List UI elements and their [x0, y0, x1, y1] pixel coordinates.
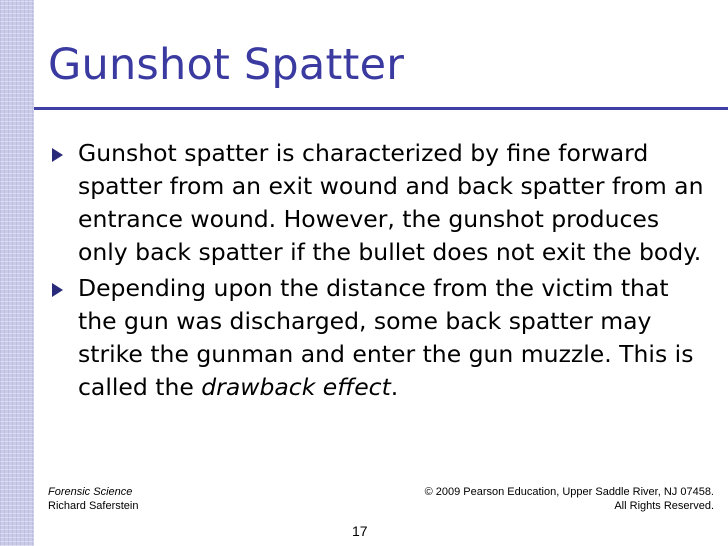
bullet-text: Depending upon the distance from the victim that the gun was discharged, some back spatter may strike the gunman and enter the gun muzzle. This is called the	[78, 274, 694, 401]
bullet-text: Gunshot spatter is characterized by fine forward spatter from an exit wound and back spatter from an entrance wound. However, the gunshot produces only back spatter if the bullet does not exit the body.	[78, 139, 704, 266]
title-divider	[34, 107, 728, 110]
bullet-item	[48, 272, 714, 404]
copyright-line-1: © 2009 Pearson Education, Upper Saddle River, NJ 07458.	[424, 486, 714, 498]
bullet-text-end: .	[390, 373, 399, 401]
copyright-line-2: All Rights Reserved.	[614, 500, 714, 512]
decorative-side-band	[0, 0, 34, 546]
slide-title: Gunshot Spatter	[48, 40, 405, 90]
bullet-arrow-icon	[52, 148, 63, 162]
page-number: 17	[352, 523, 368, 539]
bullet-arrow-icon	[52, 283, 63, 297]
bullet-item	[48, 137, 714, 269]
footer-book-title: Forensic Science	[48, 486, 133, 498]
emphasized-term: drawback effect	[201, 373, 391, 401]
footer-copyright	[425, 485, 714, 513]
footer-author: Richard Saferstein	[48, 500, 139, 512]
footer-credits	[48, 485, 139, 513]
bullet-list	[48, 137, 714, 407]
